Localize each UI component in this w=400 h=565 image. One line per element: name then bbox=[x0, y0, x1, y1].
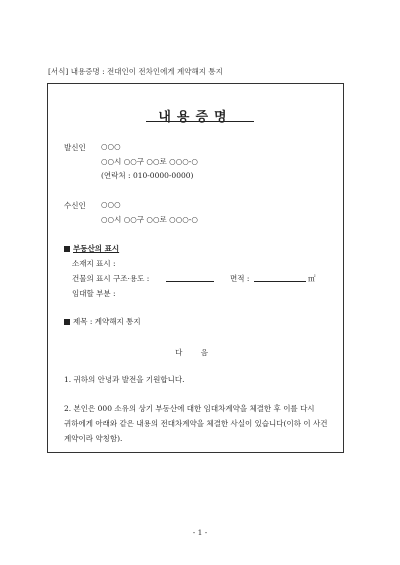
subject-line: 제목 : 계약해지 통지 bbox=[64, 316, 141, 327]
paragraph-2-line-1: 2. 본인은 000 소유의 상기 부동산에 대한 임대차계약을 체결한 후 이를 다시 bbox=[64, 404, 315, 413]
square-bullet-icon bbox=[64, 319, 70, 325]
sender-address: ○○시 ○○구 ○○로 ○○○-○ bbox=[101, 157, 198, 166]
building-label: 건물의 표시 구조·용도 : bbox=[72, 274, 150, 283]
area-blank bbox=[254, 273, 306, 284]
sender-contact: (연락처 : 010-0000-0000) bbox=[101, 171, 194, 180]
title-underline bbox=[146, 121, 254, 122]
dagum-heading: 다 음 bbox=[175, 348, 216, 357]
property-heading: 부동산의 표시 bbox=[64, 243, 119, 254]
area-unit: ㎡ bbox=[308, 274, 316, 283]
area-label: 면적 : bbox=[230, 274, 250, 283]
lease-part-label: 임대할 부분 : bbox=[72, 289, 116, 298]
page-number: - 1 - bbox=[192, 528, 208, 537]
square-bullet-icon bbox=[64, 246, 70, 252]
building-blank bbox=[166, 273, 214, 284]
document-frame bbox=[47, 83, 344, 453]
paragraph-2-line-2: 귀하에게 아래와 같은 내용의 전대차계약을 체결한 사실이 있습니다(이하 이 사건 bbox=[64, 419, 328, 428]
sender-label: 발신인 bbox=[64, 143, 86, 152]
paragraph-2-line-3: 계약이라 약칭함). bbox=[64, 434, 123, 443]
document-title: 내용증명 bbox=[158, 110, 233, 125]
recipient-label: 수신인 bbox=[64, 201, 86, 210]
location-label: 소재지 표시 : bbox=[72, 259, 116, 268]
sender-name: ○○○ bbox=[101, 142, 121, 151]
paragraph-1: 1. 귀하의 안녕과 발전을 기원합니다. bbox=[64, 375, 185, 384]
recipient-name: ○○○ bbox=[101, 200, 121, 209]
form-header: [서식] 내용증명 : 전대인이 전차인에게 계약해지 통지 bbox=[48, 67, 223, 76]
recipient-address: ○○시 ○○구 ○○로 ○○○-○ bbox=[101, 215, 198, 224]
